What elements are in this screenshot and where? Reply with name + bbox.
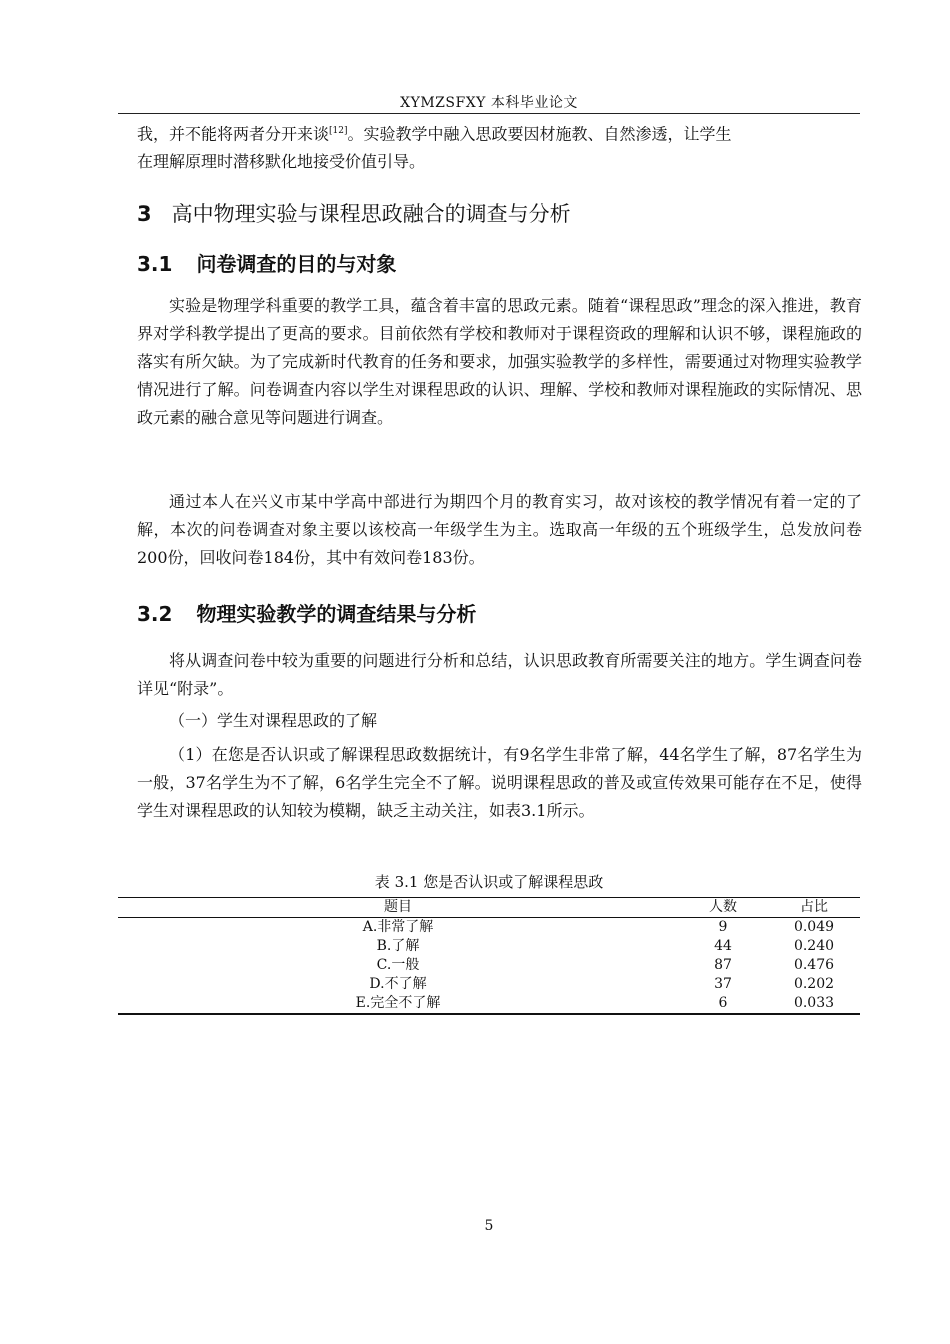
table-cell-count: 87 bbox=[714, 957, 732, 973]
subsection-heading-1: （一）学生对课程思政的了解 bbox=[169, 711, 378, 730]
section-3-1-title: 问卷调查的目的与对象 bbox=[196, 252, 397, 276]
section-3-2-paragraph-2: （1）在您是否认识或了解课程思政数据统计，有9名学生非常了解，44名学生了解，87名学生为一般，37名学生为不了解，6名学生完全不了解。说明课程思政的普及或宣传效果可能存在不足，使得学生对课程思政的认知较为模糊，缺乏主动关注，如表3.1所示。 bbox=[137, 745, 862, 820]
table-cell-option: C.一般 bbox=[376, 957, 420, 973]
table-header-row bbox=[118, 898, 860, 918]
table-cell-ratio: 0.240 bbox=[793, 938, 835, 954]
table-header-ratio: 占比 bbox=[768, 898, 860, 918]
table-cell-count: 44 bbox=[714, 938, 732, 954]
table-row bbox=[118, 994, 860, 1014]
table-cell-count: 9 bbox=[718, 919, 728, 935]
table-cell-ratio: 0.476 bbox=[793, 957, 835, 973]
intro-line2: 在理解原理时潜移默化地接受价值引导。 bbox=[137, 152, 426, 172]
table-row bbox=[118, 937, 860, 956]
section-3-2-heading bbox=[137, 598, 476, 627]
table-cell-option: A.非常了解 bbox=[362, 919, 434, 935]
table-header-count: 人数 bbox=[678, 898, 768, 918]
table-cell-option: E.完全不了解 bbox=[118, 994, 678, 1014]
section-3-1-paragraph-1: 实验是物理学科重要的教学工具，蕴含着丰富的思政元素。随着“课程思政”理念的深入推进，教育界对学科教学提出了更高的要求。目前依然有学校和教师对于课程资政的理解和认识不够，课程施政的落实有所欠缺。为了完成新时代教育的任务和要求，加强实验教学的多样性，需要通过对物理实验教学情况进行了解。问卷调查内容以学生对课程思政的认识、理解、学校和教师对课程施政的实际情况、思政元素的融合意见等问题进行调查。 bbox=[137, 296, 862, 427]
page-number: 5 bbox=[484, 1218, 494, 1234]
section-3-2-number: 3.2 bbox=[137, 602, 173, 626]
table-cell-option: B.了解 bbox=[376, 938, 420, 954]
table-cell-ratio: 0.049 bbox=[793, 919, 835, 935]
section-3-heading bbox=[137, 198, 571, 228]
table-cell-option: D.不了解 bbox=[369, 976, 427, 992]
header-rule bbox=[118, 113, 860, 114]
table-cell-ratio: 0.202 bbox=[793, 976, 835, 992]
section-3-1-number: 3.1 bbox=[137, 252, 173, 276]
intro-line1-rest: 。实验教学中融入思政要因材施教、自然渗透，让学生 bbox=[347, 124, 732, 144]
survey-table bbox=[118, 897, 860, 1015]
table-header-topic: 题目 bbox=[118, 898, 678, 918]
table-cell-count: 37 bbox=[714, 976, 732, 992]
section-3-2-paragraph-1: 将从调查问卷中较为重要的问题进行分析和总结，认识思政教育所需要关注的地方。学生调查问卷详见“附录”。 bbox=[137, 651, 862, 698]
table-row bbox=[118, 975, 860, 994]
section-3-1-paragraph-2: 通过本人在兴义市某中学高中部进行为期四个月的教育实习，故对该校的教学情况有着一定的了解，本次的问卷调查对象主要以该校高一年级学生为主。选取高一年级的五个班级学生，总发放问卷200份，回收问卷184份，其中有效问卷183份。 bbox=[137, 492, 862, 567]
intro-line1-text: 我，并不能将两者分开来谈 bbox=[137, 124, 330, 144]
section-3-2-title: 物理实验教学的调查结果与分析 bbox=[196, 602, 477, 626]
intro-paragraph bbox=[137, 117, 862, 176]
running-header: XYMZSFXY 本科毕业论文 bbox=[400, 95, 578, 111]
section-3-1-heading bbox=[137, 248, 396, 277]
table-cell-ratio: 0.033 bbox=[768, 994, 860, 1014]
table-row bbox=[118, 918, 860, 938]
table-row bbox=[118, 956, 860, 975]
section-3-number: 3 bbox=[137, 202, 152, 226]
section-3-title: 高中物理实验与课程思政融合的调查与分析 bbox=[171, 202, 571, 226]
table-caption: 表 3.1 您是否认识或了解课程思政 bbox=[374, 873, 604, 891]
citation-ref: [12] bbox=[329, 126, 348, 136]
table-cell-count: 6 bbox=[678, 994, 768, 1014]
